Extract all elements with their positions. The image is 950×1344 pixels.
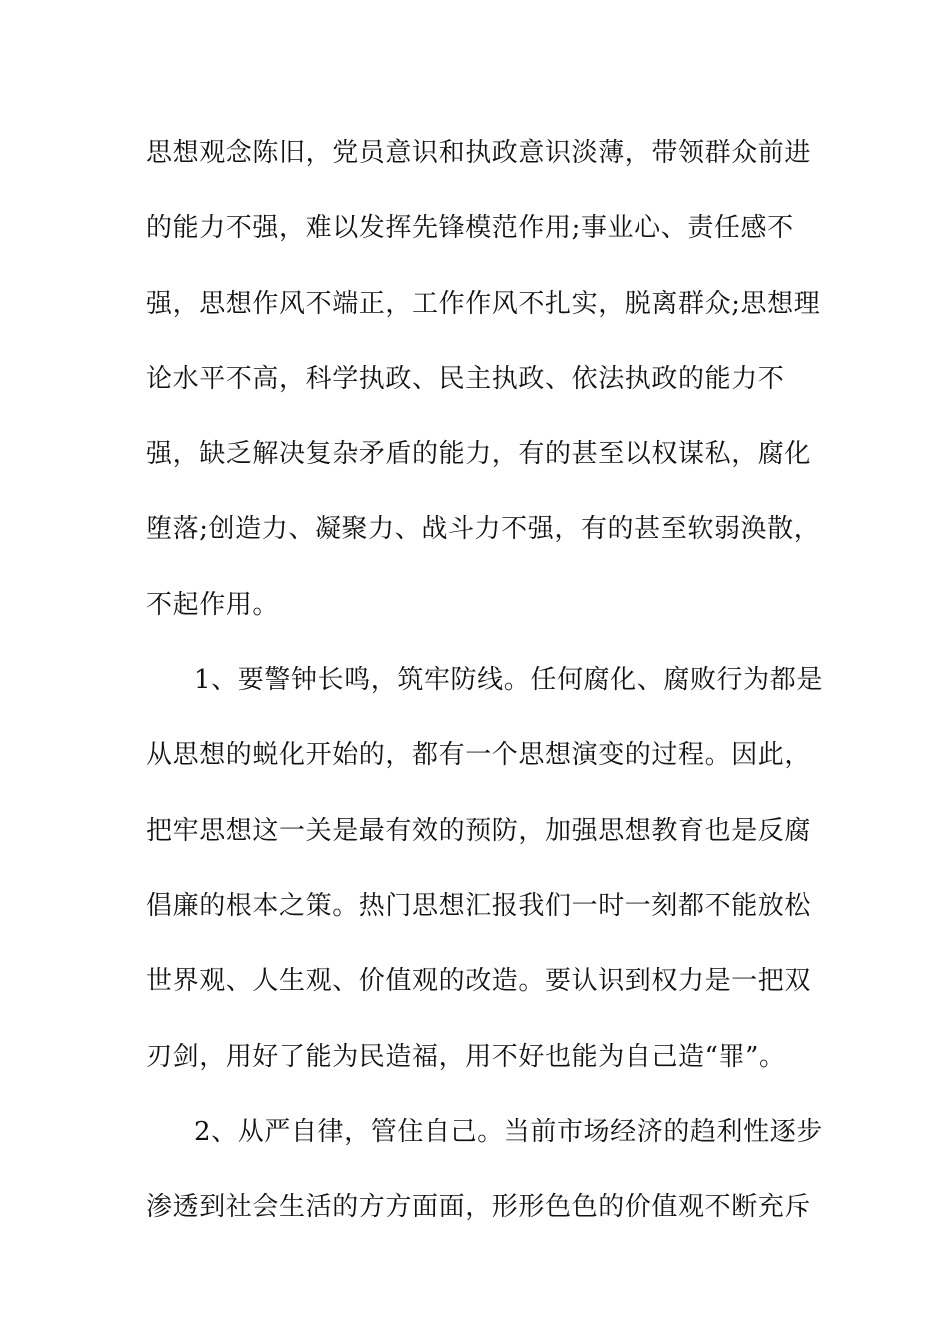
paragraph-1-heading-line: 1、要警钟长鸣，筑牢防线。任何腐化、腐败行为都是	[194, 665, 823, 696]
text-line: 强，缺乏解决复杂矛盾的能力，有的甚至以权谋私，腐化	[146, 439, 812, 470]
text-line: 不起作用。	[146, 589, 280, 620]
text-line: 把牢思想这一关是最有效的预防，加强思想教育也是反腐	[146, 815, 812, 846]
text-line: 的能力不强，难以发挥先锋模范作用;事业心、责任感不	[146, 213, 794, 244]
document-body	[146, 126, 823, 1255]
paragraph-2-heading-line: 2、从严自律，管住自己。当前市场经济的趋利性逐步	[194, 1116, 823, 1147]
text-line: 刃剑，用好了能为民造福，用不好也能为自己造“罪”。	[146, 1041, 786, 1072]
text-line: 论水平不高，科学执政、民主执政、依法执政的能力不	[146, 363, 785, 394]
text-line: 思想观念陈旧，党员意识和执政意识淡薄，带领群众前进	[146, 138, 812, 168]
text-line: 倡廉的根本之策。热门思想汇报我们一时一刻都不能放松	[146, 890, 812, 921]
text-line: 世界观、人生观、价值观的改造。要认识到权力是一把双	[146, 966, 812, 997]
text-line: 强，思想作风不端正，工作作风不扎实，脱离群众;思想理	[146, 288, 821, 319]
text-line: 渗透到社会生活的方方面面，形形色色的价值观不断充斥	[146, 1192, 812, 1223]
text-line: 堕落;创造力、凝聚力、战斗力不强，有的甚至软弱涣散，	[146, 514, 821, 545]
text-line: 从思想的蜕化开始的，都有一个思想演变的过程。因此，	[146, 740, 812, 771]
